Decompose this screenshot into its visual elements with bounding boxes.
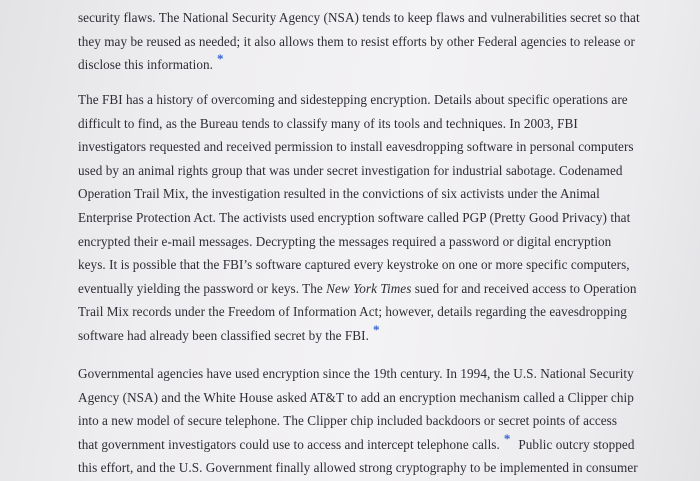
text-segment: that government investigators could use to access and intercept telephone calls. [78, 436, 500, 452]
text-segment: disclose this information. [78, 57, 213, 73]
text-line: security flaws. The National Security Agency (NSA) tends to keep flaws and vulnerabilities secret so that [78, 10, 640, 25]
text-line: used by an animal rights group that was under secret investigation for industrial sabotage. Codenamed [78, 162, 623, 178]
text-line: The FBI has a history of overcoming and sidestepping encryption. Details about specific operations are [78, 92, 628, 107]
text-line [78, 53, 653, 77]
text-segment: software had already been classified secret by the FBI. [78, 327, 369, 343]
text-line: investigators requested and received permission to install eavesdropping software in personal computers [78, 139, 634, 155]
text-line: Operation Trail Mix, the investigation resulted in the convictions of six activists under the Animal [78, 186, 600, 202]
text-line [78, 321, 653, 348]
text-line: difficult to find, as the Bureau tends to classify many of its tools and techniques. In 2003, FBI [78, 115, 578, 131]
footnote-star-icon[interactable]: * [217, 51, 224, 67]
footnote-star-icon[interactable]: * [372, 321, 380, 337]
text-line: Agency (NSA) and the White House asked AT&T to add an encryption mechanism called a Clipper chip [78, 389, 634, 405]
paragraph-nsa-secrecy [78, 6, 653, 77]
footnote-star-icon[interactable]: * [503, 430, 511, 446]
text-segment: eventually yielding the password or keys. The [78, 280, 327, 296]
text-line: Trail Mix records under the Freedom of Information Act; however, details regarding the eavesdropping [78, 304, 627, 320]
text-line [78, 430, 653, 457]
text-line: keys. It is possible that the FBI’s software captured every keystroke on one or more specific computers, [78, 257, 630, 273]
text-line: they may be reused as needed; it also allows them to resist efforts by other Federal agencies to release or [78, 33, 635, 49]
text-line: this effort, and the U.S. Government finally allowed strong cryptography to be implemented in consumer [78, 460, 638, 476]
text-line: into a new model of secure telephone. The Clipper chip included backdoors or secret points of access [78, 413, 618, 429]
publication-title: New York Times [326, 280, 412, 296]
text-segment: Public outcry stopped [518, 436, 635, 452]
text-line: Governmental agencies have used encryption since the 19th century. In 1994, the U.S. National Security [78, 366, 634, 381]
text-line: Enterprise Protection Act. The activists used encryption software called PGP (Pretty Good Privacy) that [78, 209, 631, 225]
text-line [78, 277, 653, 301]
paragraph-fbi-encryption [78, 88, 653, 348]
text-line: encrypted their e-mail messages. Decrypting the messages required a password or digital encryption [78, 233, 612, 249]
text-segment: sued for and received access to Operation [411, 280, 637, 296]
paragraph-clipper-chip [78, 362, 653, 480]
